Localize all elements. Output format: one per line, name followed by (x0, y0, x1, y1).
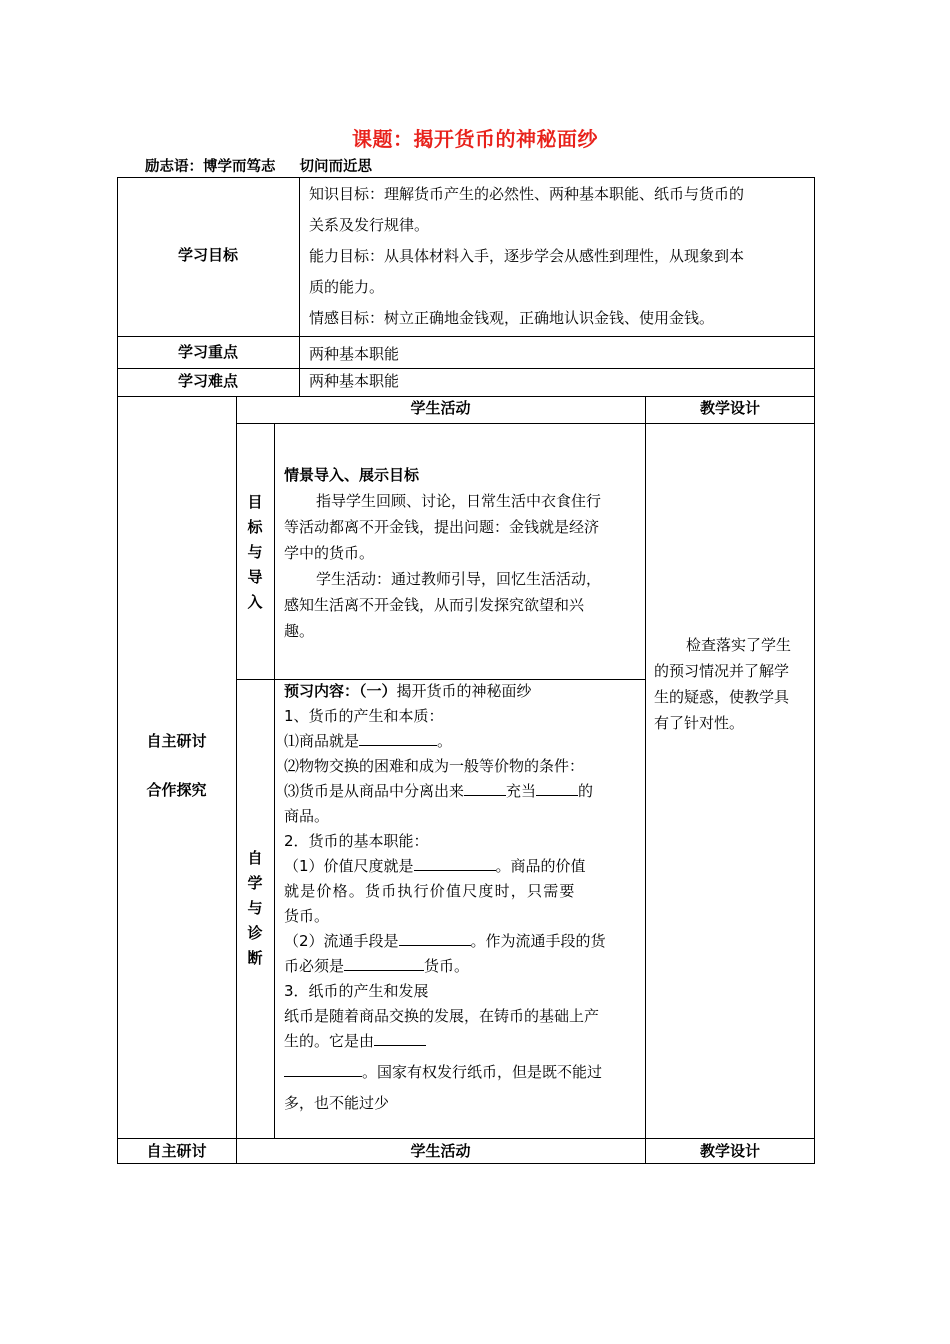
ability-line-2: 质的能力。 (309, 278, 385, 296)
preview-title: 揭开货币的神秘面纱 (396, 682, 532, 700)
section-label-1: 自主研讨 (146, 732, 207, 750)
preview-heading: 预习内容：（一） (284, 682, 397, 700)
objectives-content (309, 179, 809, 334)
intro-vertical-label: 目 标 与 导 入 (247, 493, 263, 611)
motto (145, 155, 372, 176)
ability-line-1: 能力目标：从具体材料入手，逐步学会从感性到理性，从现象到本 (309, 247, 745, 265)
design-content: 检查落实了学生 的预习情况并了解学 生的疑惑，使教学具 有了针对性。 (654, 636, 792, 732)
col-header-design: 教学设计 (699, 399, 760, 417)
difficulty-label: 学习难点 (177, 372, 238, 390)
motto-first: 励志语：博学而笃志 (145, 159, 276, 175)
page-title: 课题：揭开货币的神秘面纱 (352, 127, 598, 151)
difficulty-value: 两种基本职能 (309, 372, 400, 390)
answer-blank[interactable] (464, 780, 506, 796)
intro-content: 情景导入、展示目标 指导学生回顾、讨论，日常生活中衣食住行 等活动都离不开金钱，提出问题：金钱就是经济 学中的货币。 学生活动：通过教师引导，回忆生活活动， 感知生活离不开金钱，从而引发探究欲望和兴 趣。 (284, 462, 640, 644)
answer-blank[interactable] (536, 780, 578, 796)
answer-blank[interactable] (344, 955, 424, 971)
emotion-line: 情感目标：树立正确地金钱观，正确地认识金钱、使用金钱。 (309, 309, 715, 327)
intro-heading: 情景导入、展示目标 (284, 466, 420, 484)
motto-second: 切问而近思 (299, 159, 372, 175)
answer-blank[interactable] (414, 855, 496, 871)
preview-content: 预习内容：（一）揭开货币的神秘面纱 1、货币的产生和本质： ⑴商品就是 。 ⑵物物交换的困难和成为一般等价物的条件： ⑶货币是从商品中分离出来 充当 的 商品。 2．货币的基本职能： （1）价值尺度就是 。商品的价值 就是价格。货币执行价值尺度时，只需要 货币。 （2）流通手段是 。作为流通手段的货 币必须是 货币。 3．纸币的产生和发展 纸币是随着商品交换的发展，在铸币的基础上产 生的。它是由 。国家有权发行纸币，但是既不能过 多，也不能过少 (284, 682, 606, 1112)
section-label-2: 合作探究 (146, 781, 207, 799)
answer-blank[interactable] (359, 730, 437, 746)
answer-blank[interactable] (284, 1061, 362, 1077)
answer-blank[interactable] (399, 930, 471, 946)
focus-label: 学习重点 (177, 343, 238, 361)
self-study-vertical-label: 自 学 与 诊 断 (247, 849, 263, 967)
col-header-activity: 学生活动 (410, 399, 471, 417)
footer-activity-label: 学生活动 (410, 1142, 471, 1160)
knowledge-line-1: 知识目标：理解货币产生的必然性、两种基本职能、纸币与货币的 (309, 185, 745, 203)
footer-left-label: 自主研讨 (146, 1142, 207, 1160)
answer-blank[interactable] (374, 1030, 426, 1046)
footer-design-label: 教学设计 (699, 1142, 760, 1160)
focus-value: 两种基本职能 (309, 345, 400, 363)
knowledge-line-2: 关系及发行规律。 (309, 216, 430, 234)
objectives-label: 学习目标 (177, 246, 238, 264)
